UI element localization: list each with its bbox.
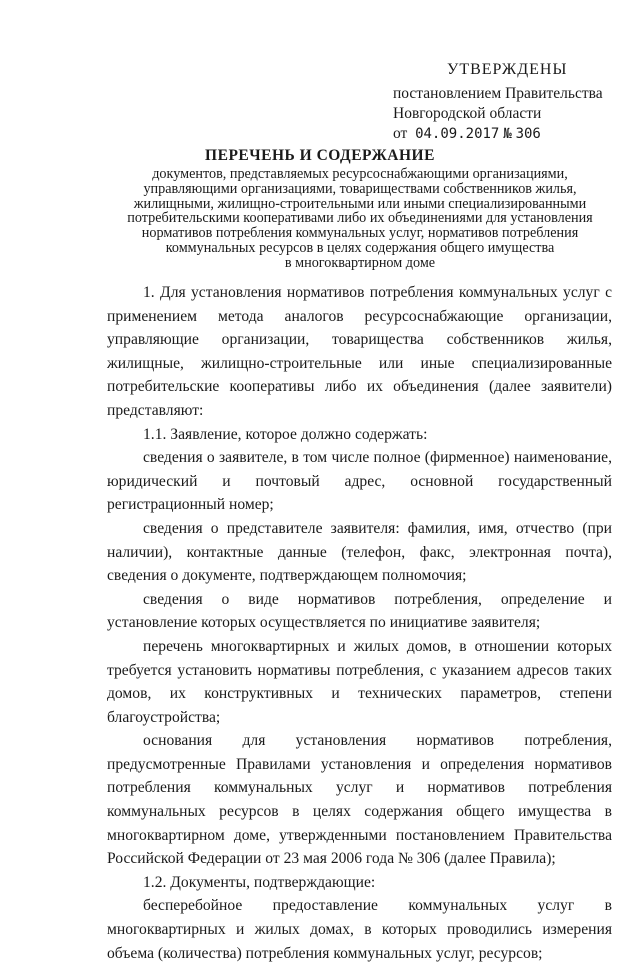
- paragraph: сведения о представителе заявителя: фамилия, имя, отчество (при наличии), контактные данные (телефон, факс, электронная почта), сведения о документе, подтверждающем полномочия;: [107, 519, 612, 585]
- subtitle-line: жилищными, жилищно-строительными или иными специализированными: [133, 195, 587, 212]
- paragraph: основания для установления нормативов потребления, предусмотренные Правилами установления и определения нормативов потребления коммунальных услуг и нормативов потребления коммунальных ресурсов в целях содержания общего имущества в многоквартирном доме, утвержденными постановлением Правительства Российской Федерации от 23 мая 2006 года № 306 (далее Правила);: [107, 732, 612, 868]
- approval-heading: УТВЕРЖДЕНЫ: [447, 61, 568, 78]
- document-title: ПЕРЕЧЕНЬ И СОДЕРЖАНИЕ: [205, 147, 435, 164]
- subtitle-line: в многоквартирном доме: [284, 254, 436, 271]
- paragraph: 1. Для установления нормативов потребления коммунальных услуг с применением метода аналогов ресурсоснабжающие организации, управляющие организации, товарищества собственников жилья, жилищные, жилищно-строительные или иные специализированные потребительские кооперативы либо их объединения (далее заявители) представляют:: [107, 284, 612, 419]
- approval-line-1: постановлением Правительства: [393, 85, 603, 102]
- approval-block: [393, 60, 613, 144]
- subtitle-line: управляющими организациями, товариществами собственников жилья,: [143, 180, 577, 197]
- subtitle-line: потребительскими кооперативами либо их объединениями для установления: [127, 210, 593, 227]
- paragraph: 1.1. Заявление, которое должно содержать:: [143, 425, 428, 443]
- document-subtitle: [120, 167, 600, 271]
- subtitle-line: коммунальных ресурсов в целях содержания общего имущества: [165, 239, 555, 256]
- approval-line-2: Новгородской области: [393, 105, 542, 122]
- approval-date-line: [393, 124, 613, 144]
- paragraph: бесперебойное предоставление коммунальных услуг в многоквартирных и жилых домах, в которых проводились измерения объема (количества) потребления коммунальных услуг, ресурсов;: [107, 897, 612, 962]
- paragraph: перечень многоквартирных и жилых домов, в отношении которых требуется установить нормативы потребления, с указанием адресов таких домов, их конструктивных и технических параметров, степени благоустройства;: [107, 637, 612, 726]
- approval-date: 04.09.2017: [415, 126, 500, 142]
- date-prefix: от: [393, 125, 408, 142]
- document-body: [107, 281, 612, 965]
- paragraph: сведения о заявителе, в том числе полное (фирменное) наименование, юридический и почтовый адрес, основной государственный регистрационный номер;: [107, 449, 612, 514]
- paragraph: сведения о виде нормативов потребления, определение и установление которых осуществляется по инициативе заявителя;: [107, 590, 612, 632]
- number-prefix: №: [503, 126, 512, 142]
- subtitle-line: документов, представляемых ресурсоснабжающими организациями,: [152, 166, 568, 182]
- paragraph: 1.2. Документы, подтверждающие:: [143, 873, 376, 891]
- subtitle-line: нормативов потребления коммунальных услуг, нормативов потребления: [141, 225, 579, 242]
- approval-number: 306: [515, 126, 541, 142]
